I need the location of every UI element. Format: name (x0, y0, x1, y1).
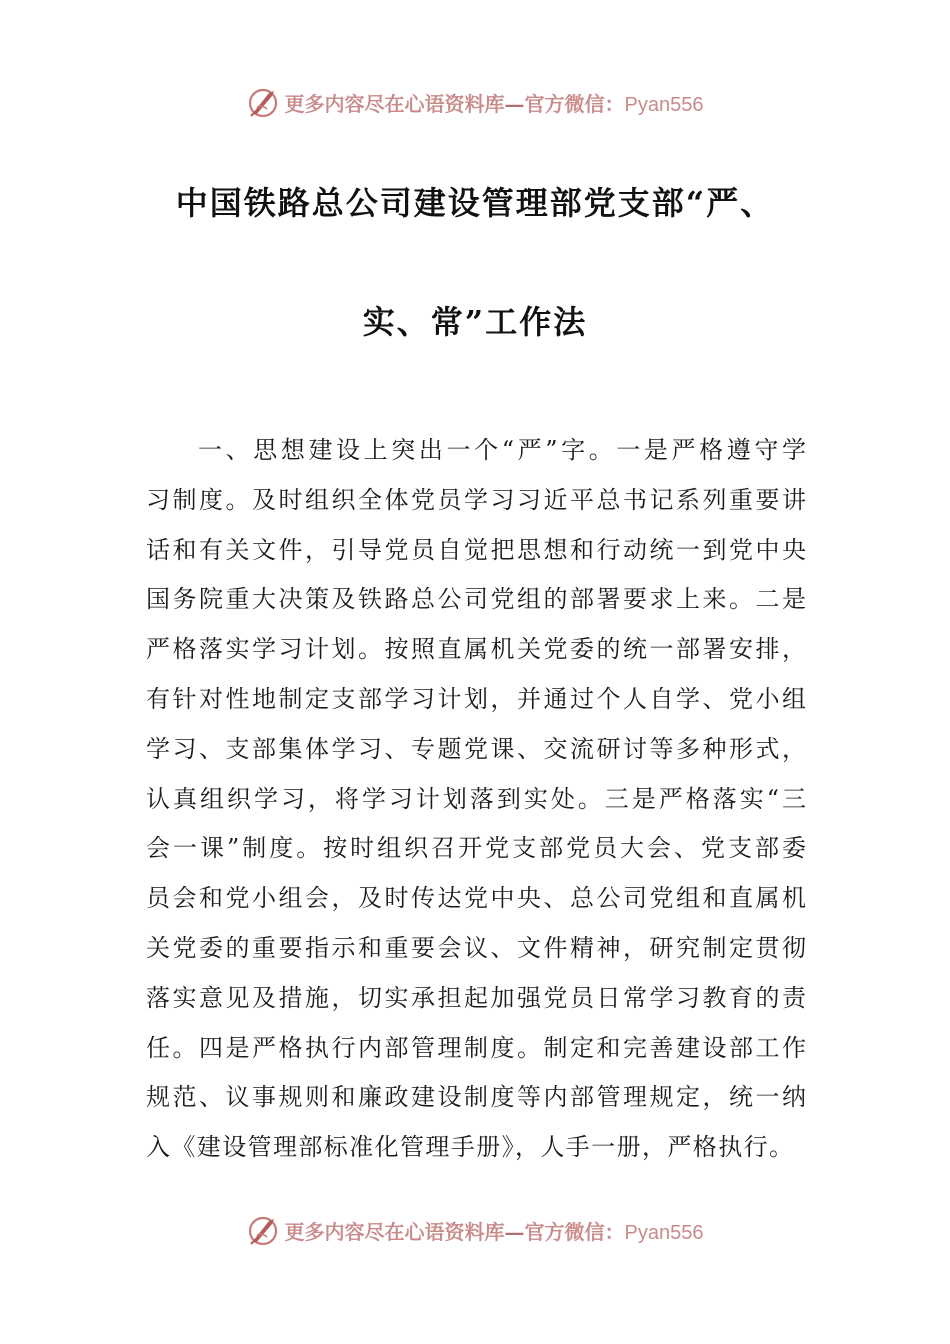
watermark-contact-label: 官方微信： (524, 1219, 625, 1244)
watermark-contact-label: 官方微信： (524, 91, 625, 116)
body-line: 学习、支部集体学习、专题党课、交流研讨等多种形式， (146, 734, 806, 763)
document-title-line-1: 中国铁路总公司建设管理部党支部“严、 (175, 184, 775, 222)
watermark-contact-id: Pyan556 (624, 1221, 704, 1244)
body-line: 入《建设管理部标准化管理手册》，人手一册，严格执行。 (146, 1133, 795, 1162)
body-line: 员会和党小组会，及时传达党中央、总公司党组和直属机 (146, 884, 806, 913)
watermark-text (285, 88, 704, 117)
body-paragraph (146, 426, 806, 1173)
watermark-contact-id: Pyan556 (624, 93, 704, 116)
pen-logo-icon (247, 85, 281, 119)
body-line: 规范、议事规则和廉政建设制度等内部管理规定，统一纳 (146, 1083, 806, 1112)
body-line: 有针对性地制定支部学习计划，并通过个人自学、党小组 (146, 684, 806, 713)
header-watermark (0, 82, 950, 122)
body-line: 一、思想建设上突出一个“严”字。一是严格遵守学 (198, 436, 806, 464)
body-line: 会一课”制度。按时组织召开党支部党员大会、党支部委 (146, 834, 806, 863)
body-line: 落实意见及措施，切实承担起加强党员日常学习教育的责 (146, 983, 806, 1012)
watermark-separator: — (504, 1219, 525, 1244)
body-line: 国务院重大决策及铁路总公司党组的部署要求上来。二是 (146, 585, 806, 614)
body-line: 关党委的重要指示和重要会议、文件精神，研究制定贯彻 (146, 933, 806, 962)
footer-watermark (0, 1210, 950, 1250)
body-line: 任。四是严格执行内部管理制度。制定和完善建设部工作 (146, 1033, 806, 1062)
watermark-text (285, 1216, 704, 1245)
body-line: 习制度。及时组织全体党员学习习近平总书记系列重要讲 (146, 485, 806, 514)
watermark-separator: — (504, 91, 525, 116)
document-title-line-2: 实、常”工作法 (362, 303, 588, 341)
body-line: 话和有关文件，引导党员自觉把思想和行动统一到党中央 (146, 535, 806, 564)
pen-logo-icon (247, 1213, 281, 1247)
watermark-site: 更多内容尽在心语资料库 (284, 1219, 505, 1244)
body-line: 认真组织学习，将学习计划落到实处。三是严格落实“三 (146, 784, 806, 813)
body-line: 严格落实学习计划。按照直属机关党委的统一部署安排， (146, 635, 806, 664)
watermark-site: 更多内容尽在心语资料库 (284, 91, 505, 116)
